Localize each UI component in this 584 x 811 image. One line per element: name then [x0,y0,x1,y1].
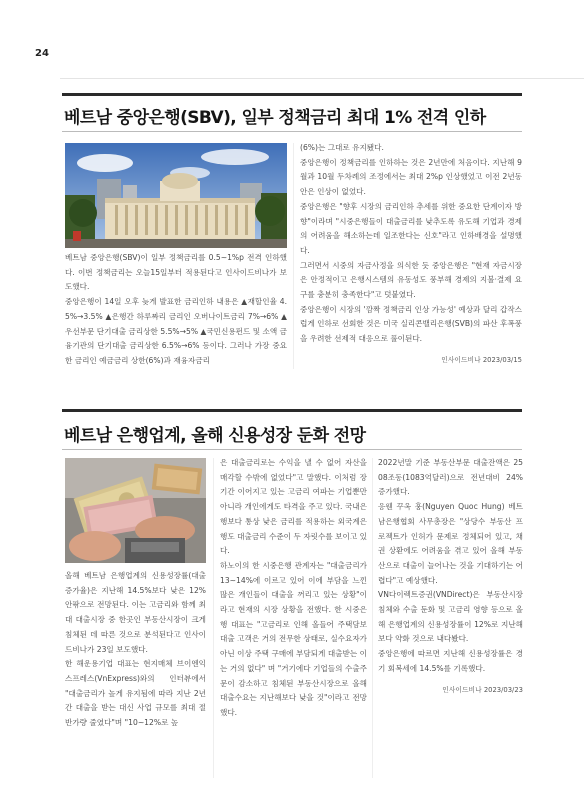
article1-paragraph: 중앙은행이 정책금리를 인하하는 것은 2년만에 처음이다. 지난해 9월과 10월 두차례의 조정에서는 최대 2%p 인상했었고 이전 2년동안은 인상이 없었다. [300,157,522,197]
article2-paragraph: 은 대출금리로는 수익을 낼 수 없어 자산을 매각할 수밖에 없었다"고 말했다. 이처럼 장기간 이어지고 있는 고금리 여파는 기업뿐만 아니라 개인에게도 타격을 주고 있다. 국내은행보다 통상 낮은 금리를 적용하는 외국계은행도 대출금리 수준이 두 자릿수를 보이고 있다. [220,458,367,556]
article2-column-2 [220,456,367,721]
article1-photo-sbv-building [65,143,287,248]
article1-paragraph: 그러면서 시중의 자금사정을 의식한 듯 중앙은행은 "현재 자금시장은 안정적이고 은행시스템의 유동성도 풍부해 경제의 지불·결제 요구를 충분히 충족한다"고 덧붙였다. [300,260,522,300]
article2-column-divider-1 [213,458,214,778]
article2-top-rule [62,409,522,412]
article1-left-column [65,251,287,369]
article2-paragraph: VN다이렉트증권(VNDirect)은 부동산시장 침체와 수출 둔화 및 고금리 영향 등으로 올해 은행업계의 신용성장률이 12%로 지난해보다 약화 것으로 내다봤다. [378,590,523,644]
sbv-building-illustration [65,143,287,248]
article2-paragraph: 응웬 꾸옥 훙(Nguyen Quoc Hung) 베트남은행협회 사무총장은 "상당수 부동산 프로젝트가 인허가 문제로 정체되어 있고, 채권 상환에도 어려움을 겪고 있어 올해 부동산으로 대출이 늘어나는 것을 기대하기는 어렵다"고 예상했다. [378,502,523,585]
article2-title-rule [62,449,522,450]
article1-paragraph: 중앙은행이 14일 오후 늦게 발표한 금리인하 내용은 ▲재할인율 4.5%→3.5% ▲은행간 하루짜리 금리인 오버나이트금리 7%→6% ▲우선부문 단기대출 금리상한 5.5%→5% ▲국민신용펀드 및 소액 금융기관의 단기대출 금리상한 6.5%→6% 등이다. 그러나 가장 중요한 금리인 예금금리 상한(6%)과 재융자금리 [65,297,287,365]
article2-column-1 [65,569,206,731]
article2-byline: 인사이드비나 2023/03/23 [442,685,523,694]
article2-paragraph: 중앙은행에 따르면 지난해 신용성장률은 경기 회복세에 14.5%를 기록했다. [378,649,523,673]
article1-paragraph: 중앙은행은 "향후 시장의 금리인하 추세를 위한 중요한 단계이자 방향"이라며 "시중은행들이 대출금리를 낮추도록 유도해 기업과 경제의 어려움을 해소하는데 일조한다는 신호"라고 인하배경을 설명했다. [300,201,522,255]
article1-paragraph: 베트남 중앙은행(SBV)이 일부 정책금리를 0.5~1%p 전격 인하했다. 이번 정책금리는 오늘15일부터 적용된다고 인사이드비나가 보도했다. [65,253,287,292]
article1-paragraph: (6%)는 그대로 유지됐다. [300,143,384,152]
article1-title-rule [62,131,522,132]
article2-photo-banknotes [65,458,206,563]
article1-title: 베트남 중앙은행(SBV), 일부 정책금리 최대 1% 전격 인하 [64,108,486,128]
page-number: 24 [35,48,49,59]
article1-column-divider [293,143,294,369]
article2-column-divider-2 [372,458,373,778]
article2-paragraph: 올해 베트남 은행업계의 신용성장률(대출증가율)은 지난해 14.5%보다 낮은 12% 안팎으로 전망된다. 이는 고금리와 함께 최대 대출시장 중 한곳인 부동산시장이 크게 침체된 데 따른 것으로 분석된다고 인사이드비나가 23일 보도했다. [65,571,206,654]
article2-paragraph: 2022년말 기준 부동산부문 대출잔액은 2508조동(1083억달러)으로 전년대비 24% 증가했다. [378,458,523,497]
article2-paragraph: 한 해운용기업 대표는 현지매체 브이엔익스프레스(VnExpress)와의 인터뷰에서 "대출금리가 높게 유지됨에 따라 지난 2년간 대출을 받는 대신 사업 규모를 최대 절반가량 줄였다"며 "10~12%로 높 [65,659,206,728]
header-rule [60,78,584,79]
article1-right-column [300,141,522,368]
banknotes-illustration [65,458,206,563]
article2-column-3 [378,456,523,697]
article1-paragraph: 중앙은행이 시장의 '깜짝 정책금리 인상 가능성' 예상과 달리 갑작스럽게 인하로 선회한 것은 미국 실리콘밸리은행(SVB)의 파산 후폭풍을 우려한 선제적 대응으로 풀이된다. [300,304,522,344]
article2-paragraph: 하노이의 한 시중은행 관계자는 "대출금리가 13~14%에 이르고 있어 이에 부담을 느낀 많은 개인들이 대출을 꺼리고 있는 상황"이라고 현재의 시장 상황을 전했다. 한 시중은행 대표는 "고금리로 인해 올들어 주택담보대출 고객은 거의 전무한 상태로, 실수요자가 아닌 이상 주택 구매에 부담되게 대출받는 이는 거의 없다" 며 "거기에다 기업들의 수출주문이 감소하고 침체된 부동산시장으로 올해 대출수요는 지난해보다 낮을 것"이라고 전망했다. [220,560,367,717]
article1-top-rule [62,93,522,96]
article2-title: 베트남 은행업계, 올해 신용성장 둔화 전망 [64,426,366,446]
article1-byline: 인사이드비나 2023/03/15 [441,355,522,364]
